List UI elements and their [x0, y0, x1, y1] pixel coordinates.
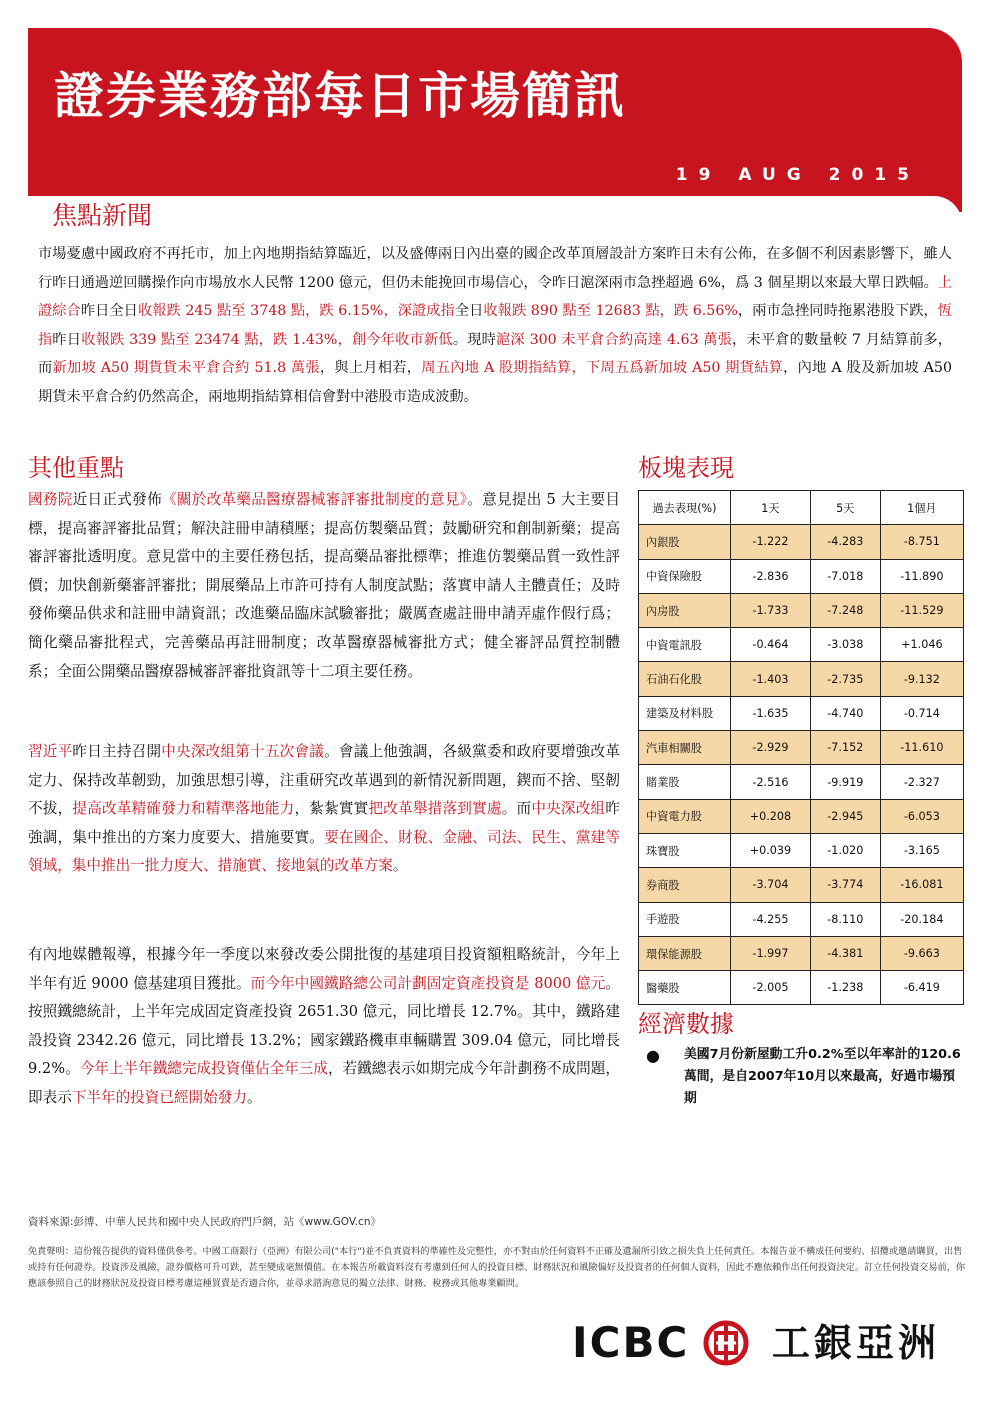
- highlight-text: 恆指: [38, 303, 952, 348]
- change-1m: -0.714: [880, 696, 963, 730]
- logo-text-en: ICBC: [572, 1318, 690, 1367]
- table-row: [639, 799, 964, 833]
- change-5d: -7.018: [810, 559, 880, 593]
- logo-text-zh: 工銀亞洲: [772, 1321, 941, 1365]
- change-5d: -7.248: [810, 593, 880, 627]
- highlight-text: 中央深改組: [531, 800, 606, 818]
- change-5d: -7.152: [810, 731, 880, 765]
- bullet-icon: ●: [646, 1046, 660, 1065]
- change-1m: -11.890: [880, 559, 963, 593]
- body-text: 全日: [454, 303, 484, 320]
- policy-paragraph-railway: [28, 941, 620, 1113]
- highlight-text: 周五內地 A 股期指結算，下周五爲新加坡 A50 期貨結算: [421, 360, 784, 377]
- source-note: 資料來源:彭博、中華人民共和國中央人民政府門戶網，站《www.GOV.cn》: [28, 1216, 381, 1228]
- change-1d: -1.403: [731, 662, 811, 696]
- change-1d: -1.222: [731, 525, 811, 559]
- highlight-text: 《關於改革藥品醫療器械審評審批制度的意見》: [161, 491, 468, 508]
- sector-name: 石油石化股: [639, 662, 731, 696]
- icbc-seal-icon: [700, 1320, 752, 1366]
- change-1d: -1.635: [731, 696, 811, 730]
- table-header-row: [639, 491, 964, 525]
- col-header-1d: 1天: [731, 491, 811, 525]
- highlight-text: 上證綜合: [38, 274, 952, 320]
- change-1m: -8.751: [880, 525, 963, 559]
- sector-name: 內銀股: [639, 525, 731, 559]
- sector-name: 手遊股: [639, 902, 731, 936]
- change-1m: -11.529: [880, 593, 963, 627]
- table-row: [639, 936, 964, 970]
- change-1m: -9.132: [880, 662, 963, 696]
- highlight-text: 提高改革精確發力和精準落地能力: [72, 800, 295, 818]
- col-header-1m: 1個月: [880, 491, 963, 525]
- table-row: [639, 765, 964, 799]
- body-text: 。按照鐵總統計，上半年完成固定資產投資 2651.30 億元，同比增長 12.7%。其中，鐵路建設投資 2342.26 億元，同比增長 13.2%；國家鐵路機車車輛購置 309.04 億元，同比增長 9.2%。: [28, 974, 621, 1078]
- table-row: [639, 525, 964, 559]
- change-1d: -1.997: [731, 936, 811, 970]
- sector-name: 建築及材料股: [639, 696, 731, 730]
- change-5d: -2.735: [810, 662, 880, 696]
- sector-name: 內房股: [639, 593, 731, 627]
- sector-name: 中資電力股: [639, 799, 731, 833]
- report-date: 19 AUG 2015: [675, 165, 920, 185]
- change-1m: -2.327: [880, 765, 963, 799]
- highlight-text: 滬深 300 未平倉合約高達 4.63 萬張: [496, 331, 733, 348]
- change-5d: -2.945: [810, 799, 880, 833]
- change-1m: -6.053: [880, 799, 963, 833]
- highlight-text: 今年上半年鐵總完成投資僅佔全年三成: [79, 1060, 328, 1078]
- change-1d: -0.464: [731, 628, 811, 662]
- change-1d: -1.733: [731, 593, 811, 627]
- table-row: [639, 593, 964, 627]
- change-1m: -3.165: [880, 833, 963, 867]
- table-row: [639, 559, 964, 593]
- body-text: ，紮紮實實: [294, 800, 369, 818]
- sector-performance-table: [638, 490, 964, 1005]
- highlight-text: 收報跌 245 點至 3748 點，跌 6.15%，深證成指: [137, 303, 455, 320]
- table-row: [639, 868, 964, 902]
- change-5d: -3.038: [810, 628, 880, 662]
- change-5d: -4.740: [810, 696, 880, 730]
- change-5d: -4.283: [810, 525, 880, 559]
- body-text: 昨日全日: [80, 303, 138, 320]
- change-1d: -4.255: [731, 902, 811, 936]
- body-text: 。: [246, 1088, 262, 1106]
- change-1d: -2.005: [731, 971, 811, 1005]
- sector-name: 珠寶股: [639, 833, 731, 867]
- body-text: 。: [392, 857, 408, 875]
- highlight-text: 把改革舉措落到實處: [368, 800, 502, 818]
- sectors-heading: 板塊表現: [638, 454, 734, 482]
- policy-paragraph-reform: [28, 738, 620, 881]
- change-1d: -2.929: [731, 731, 811, 765]
- page-title: 證券業務部每日市場簡訊: [54, 67, 626, 125]
- body-text: 市場憂慮中國政府不再托市，加上內地期指結算臨近，以及盛傳兩日內出臺的國企改革頂層設計方案昨日未有公佈，在多個不利因素影響下，雖人行昨日通過逆回購操作向市場放水人民幣 1200 億元，但仍未能挽回市場信心，令昨日滬深兩市急挫超過 6%，爲 3 個星期以來最大單日跌幅。: [38, 246, 952, 291]
- change-1d: -2.516: [731, 765, 811, 799]
- highlight-text: 中央深改組第十五次會議: [161, 743, 325, 760]
- highlight-text: 而今年中國鐵路總公司計劃固定資產投資是 8000 億元: [250, 974, 606, 992]
- table-row: [639, 971, 964, 1005]
- highlight-text: 要在國企、財稅、金融、司法、民生、黨建等領域，集中推出一批力度大、措施實、接地氣的改革方案: [28, 828, 620, 875]
- body-text: 昨強調，集中推出的方案力度要大、措施要實。: [28, 800, 620, 846]
- highlight-text: 新加坡 A50 期貨貨未平倉合約 51.8 萬張: [52, 360, 320, 377]
- change-1m: -16.081: [880, 868, 963, 902]
- table-row: [639, 696, 964, 730]
- change-1m: +1.046: [880, 628, 963, 662]
- focus-tab: [28, 196, 962, 226]
- change-1d: +0.039: [731, 833, 811, 867]
- others-heading: 其他重點: [28, 454, 124, 482]
- sector-name: 汽車相關股: [639, 731, 731, 765]
- highlight-text: 習近平: [28, 743, 73, 760]
- table-row: [639, 833, 964, 867]
- body-text: 昨日: [52, 331, 82, 348]
- body-text: 。會議上他強調，各級黨委和政府要增強改革定力、保持改革韌勁，加強思想引導，注重研究改革遇到的新情況新問題，鍥而不捨、堅韌不拔，: [28, 743, 620, 818]
- change-1m: -9.663: [880, 936, 963, 970]
- table-row: [639, 902, 964, 936]
- change-5d: -1.238: [810, 971, 880, 1005]
- body-text: 昨日主持召開: [72, 743, 162, 760]
- sector-name: 賭業股: [639, 765, 731, 799]
- icbc-logo: [572, 1320, 962, 1366]
- table-row: [639, 731, 964, 765]
- body-text: ，若鐵總表示如期完成今年計劃務不成問題，即表示: [28, 1060, 620, 1106]
- table-row: [639, 628, 964, 662]
- focus-news-paragraph: [38, 240, 952, 412]
- col-header-period: 過去表現(%): [639, 491, 731, 525]
- economy-heading: 經濟數據: [638, 1010, 734, 1038]
- body-text: 。現時: [452, 331, 497, 348]
- sector-name: 醫藥股: [639, 971, 731, 1005]
- sector-name: 環保能源股: [639, 936, 731, 970]
- policy-paragraph-drugs: [28, 486, 620, 686]
- highlight-text: 收報跌 890 點至 12683 點，跌 6.56%: [483, 303, 738, 320]
- body-text: ，內地 A 股及新加坡 A50 期貨未平倉合約仍然高企，兩地期指結算相信會對中港股市造成波動。: [38, 360, 952, 405]
- change-5d: -3.774: [810, 868, 880, 902]
- sector-name: 券商股: [639, 868, 731, 902]
- body-text: ，未平倉的數量較 7 月結算前多，而: [38, 331, 952, 377]
- change-5d: -8.110: [810, 902, 880, 936]
- change-1d: -3.704: [731, 868, 811, 902]
- change-1m: -11.610: [880, 731, 963, 765]
- body-text: ，與上月相若，: [319, 360, 422, 377]
- highlight-text: 收報跌 339 點至 23474 點，跌 1.43%，創今年收市新低: [81, 331, 453, 348]
- body-text: 有內地媒體報導，根據今年一季度以來發改委公開批復的基建項目投資額粗略統計，今年上半年有近 9000 億基建項目獲批。: [28, 946, 620, 992]
- body-text: 。意見提出 5 大主要目標，提高審評審批品質；解決註冊申請積壓；提高仿製藥品質；鼓勵研究和創制新藥；提高審評審批透明度。意見當中的主要任務包括，提高藥品審批標準；推進仿製藥品質一致性評價；加快創新藥審評審批；開展藥品上市許可持有人制度試點；落實申請人主體責任；及時發佈藥品供求和註冊申請資訊；改進藥品臨床試驗審批；嚴厲查處註冊申請弄虛作假行爲；簡化藥品審批程式，完善藥品再註冊制度；改革醫療器械審批方式；健全審評品質控制體系；全面公開藥品醫療器械審評審批資訊等十二項主要任務。: [28, 491, 620, 680]
- sector-name: 中資電訊股: [639, 628, 731, 662]
- disclaimer: 免責聲明：這份報告提供的資料僅供參考。中國工商銀行（亞洲）有限公司("本行")並不負責資料的準確性及完整性，亦不對由於任何資料不正確及遺漏所引致之損失負上任何責任。本報告並不構成任何要約、招攬或邀請購買，出售或持有任何證券。投資涉及風險，證券價格可升可跌，甚至變成毫無價值。在本報告所載資料沒有考慮到任何人的投資目標、財務狀況和風險偏好及投資者的任何個人資料，因此不應依賴作出任何投資決定。訂立任何投資交易前，你應該參照自己的財務狀況及投資目標考慮這種買賣是否適合你，並尋求諮詢意見的獨立法律、財務、稅務或其他專業顧問。: [28, 1246, 966, 1289]
- change-5d: -1.020: [810, 833, 880, 867]
- change-5d: -9.919: [810, 765, 880, 799]
- change-1m: -20.184: [880, 902, 963, 936]
- focus-heading: 焦點新聞: [52, 201, 153, 230]
- change-1d: -2.836: [731, 559, 811, 593]
- highlight-text: 下半年的投資已經開始發力: [71, 1088, 247, 1106]
- economy-item: 美國7月份新屋動工升0.2%至以年率計的120.6萬間，是自2007年10月以來最高，好過市場預期: [684, 1047, 961, 1106]
- table-row: [639, 662, 964, 696]
- body-text: 近日正式發佈: [72, 491, 162, 508]
- highlight-text: 國務院: [28, 491, 73, 508]
- change-1m: -6.419: [880, 971, 963, 1005]
- change-5d: -4.381: [810, 936, 880, 970]
- body-text: 。而: [501, 800, 532, 818]
- body-text: ，兩市急挫同時拖累港股下跌，: [737, 303, 938, 320]
- sector-name: 中資保險股: [639, 559, 731, 593]
- col-header-5d: 5天: [810, 491, 880, 525]
- change-1d: +0.208: [731, 799, 811, 833]
